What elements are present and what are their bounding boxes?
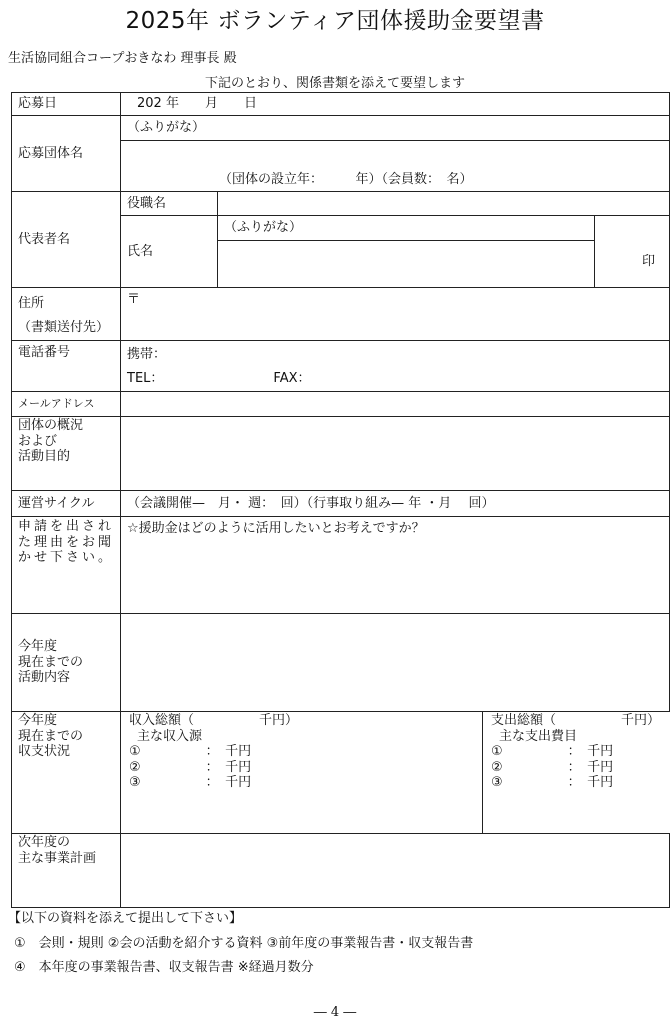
rep-label: 代表者名 [12, 192, 121, 288]
expense-row: ③ ： 千円 [491, 775, 614, 791]
cycle-value: （会議開催— 月・ 週： 回）（行事取り組み— 年 ・月 回） [127, 495, 495, 511]
activities-label: 今年度 現在までの 活動内容 [12, 614, 121, 712]
overview-label: 団体の概況 および 活動目的 [12, 417, 121, 491]
expense-row: ② ： 千円 [491, 759, 614, 775]
seal-mark: 印 [642, 253, 656, 269]
email-field[interactable] [121, 392, 670, 417]
expense-total: 支出総額（ 千円） [491, 713, 661, 728]
expense-field[interactable] [483, 712, 670, 834]
rep-name-field[interactable] [218, 241, 595, 288]
furigana-label: （ふりがな） [127, 120, 206, 136]
plan-label: 次年度の 主な事業計画 [12, 834, 121, 908]
income-total: 収入総額（ 千円） [129, 713, 299, 728]
expense-items-label: 主な支出費目 [499, 728, 578, 744]
income-row: ③ ： 千円 [129, 775, 252, 791]
reason-prompt: ☆援助金はどのように活用したいとお考えですか？ [127, 521, 425, 536]
address-field[interactable] [121, 288, 670, 341]
rep-title-label: 役職名 [121, 192, 218, 216]
income-field[interactable] [121, 712, 483, 834]
seal-box [595, 216, 670, 288]
addressee: 生活協同組合コープおきなわ 理事長 殿 [8, 51, 237, 66]
postal-mark: 〒 [127, 292, 141, 307]
mobile-label: 携帯： [127, 347, 167, 362]
date-field[interactable] [121, 93, 670, 116]
overview-field[interactable] [121, 417, 670, 491]
group-name-field[interactable] [121, 141, 670, 192]
plan-field[interactable] [121, 834, 670, 908]
phone-label: 電話番号 [12, 341, 121, 392]
page-number: ― 4 ― [313, 1005, 357, 1020]
date-label: 応募日 [12, 93, 121, 116]
activities-field[interactable] [121, 614, 670, 712]
group-name-furigana-field[interactable] [121, 116, 670, 141]
address-label-cell [12, 288, 121, 341]
address-sublabel: （書類送付先） [18, 320, 110, 335]
address-label: 住所 [18, 296, 45, 311]
group-established-note: （団体の設立年： 年）（会員数： 名） [219, 172, 473, 188]
date-value: 202 年 月 日 [137, 96, 257, 112]
attachments-line-1: ① 会則・規則 ②会の活動を紹介する資料 ③前年度の事業報告書・収支報告書 [14, 936, 474, 951]
finance-label: 今年度 現在までの 収支状況 [12, 712, 121, 834]
attachments-heading: 【以下の資料を添えて提出して下さい】 [8, 911, 243, 926]
group-name-label: 応募団体名 [12, 116, 121, 192]
reason-field[interactable] [121, 517, 670, 614]
rep-furigana-field[interactable] [218, 216, 595, 241]
attachments-line-2: ④ 本年度の事業報告書、収支報告書 ※経過月数分 [14, 960, 314, 975]
cycle-label: 運営サイクル [12, 491, 121, 517]
tel-label: TEL： [127, 371, 164, 386]
phone-field[interactable] [121, 341, 670, 392]
reason-label: 申請を出され た理由をお聞 かせ下さい。 [12, 517, 121, 614]
cycle-field[interactable] [121, 491, 670, 517]
rep-name-label: 氏名 [121, 216, 218, 288]
expense-row: ① ： 千円 [491, 744, 614, 760]
application-form [11, 92, 670, 908]
rep-furigana-label: （ふりがな） [224, 220, 303, 236]
income-row: ② ： 千円 [129, 759, 252, 775]
page-title: 2025年 ボランティア団体援助金要望書 [125, 8, 545, 34]
fax-label: FAX： [273, 371, 311, 386]
rep-title-field[interactable] [218, 192, 670, 216]
income-row: ① ： 千円 [129, 744, 252, 760]
email-label: メールアドレス [12, 392, 121, 417]
income-sources-label: 主な収入源 [137, 728, 203, 744]
intro-text: 下記のとおり、関係書類を添えて要望します [204, 76, 465, 91]
